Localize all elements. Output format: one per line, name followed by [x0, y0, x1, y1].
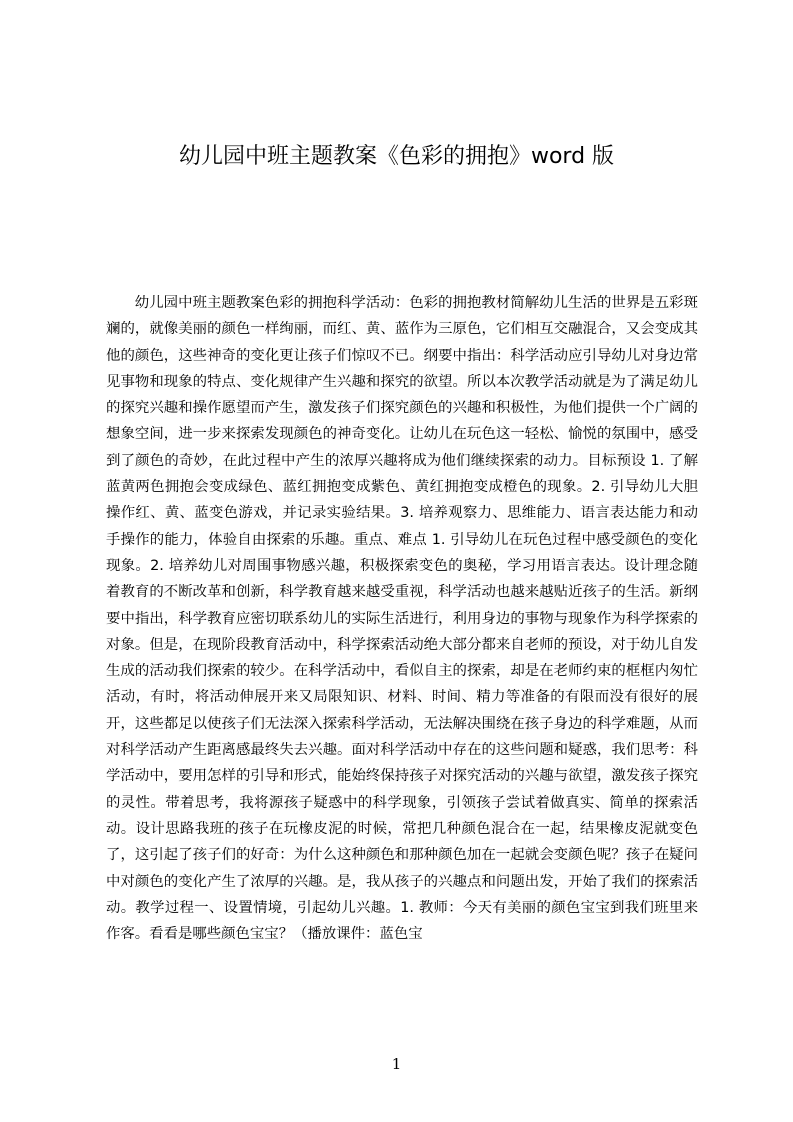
page-number: 1	[391, 1055, 402, 1073]
body-paragraph: 幼儿园中班主题教案色彩的拥抱科学活动：色彩的拥抱教材简解幼儿生活的世界是五彩斑斓的，就像美丽的颜色一样绚丽，而红、黄、蓝作为三原色，它们相互交融混合，又会变成其他的颜色，这些神奇的变化更让孩子们惊叹不已。纲要中指出：科学活动应引导幼儿对身边常见事物和现象的特点、变化规律产生兴趣和探究的欲望。所以本次教学活动就是为了满足幼儿的探究兴趣和操作愿望而产生，激发孩子们探究颜色的兴趣和积极性，为他们提供一个广阔的想象空间，进一步来探索发现颜色的神奇变化。让幼儿在玩色这一轻松、愉悦的氛围中，感受到了颜色的奇妙，在此过程中产生的浓厚兴趣将成为他们继续探索的动力。目标预设 1. 了解蓝黄两色拥抱会变成绿色、蓝红拥抱变成紫色、黄红拥抱变成橙色的现象。2. 引导幼儿大胆操作红、黄、蓝变色游戏，并记录实验结果。3. 培养观察力、思维能力、语言表达能力和动手操作的能力，体验自由探索的乐趣。重点、难点 1. 引导幼儿在玩色过程中感受颜色的变化现象。2. 培养幼儿对周围事物感兴趣，积极探索变色的奥秘，学习用语言表达。设计理念随着教育的不断改革和创新，科学教育越来越受重视，科学活动也越来越贴近孩子的生活。新纲要中指出，科学教育应密切联系幼儿的实际生活进行，利用身边的事物与现象作为科学探索的对象。但是，在现阶段教育活动中，科学探索活动绝大部分都来自老师的预设，对于幼儿自发生成的活动我们探索的较少。在科学活动中，看似自主的探索，却是在老师约束的框框内匆忙活动，有时，将活动伸展开来又局限知识、材料、时间、精力等准备的有限而没有很好的展开，这些都足以使孩子们无法深入探索科学活动，无法解决围绕在孩子身边的科学难题，从而对科学活动产生距离感最终失去兴趣。面对科学活动中存在的这些问题和疑惑，我们思考：科学活动中，要用怎样的引导和形式，能始终保持孩子对探究活动的兴趣与欲望，激发孩子探究的灵性。带着思考，我将源孩子疑惑中的科学现象，引领孩子尝试着做真实、简单的探索活动。设计思路我班的孩子在玩橡皮泥的时候，常把几种颜色混合在一起，结果橡皮泥就变色了，这引起了孩子们的好奇：为什么这种颜色和那种颜色加在一起就会变颜色呢？孩子在疑问中对颜色的变化产生了浓厚的兴趣。是，我从孩子的兴趣点和问题出发，开始了我们的探索活动。教学过程一、设置情境，引起幼儿兴趣。1. 教师：今天有美丽的颜色宝宝到我们班里来作客。看看是哪些颜色宝宝？（播放课件：蓝色宝	[106, 295, 698, 943]
document-title: 幼儿园中班主题教案《色彩的拥抱》word 版	[178, 144, 615, 169]
